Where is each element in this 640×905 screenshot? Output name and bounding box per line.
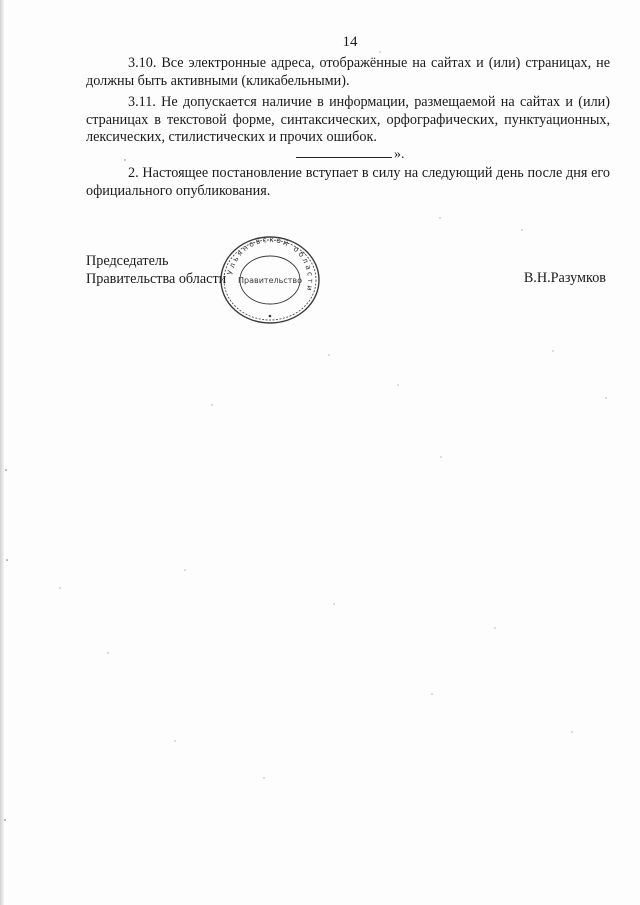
paragraph-3-10: 3.10. Все электронные адреса, отображённые на сайтах и (или) страницах, не должны быть активными (кликабельными). xyxy=(86,55,610,89)
seal-center-text: Правительство xyxy=(238,276,302,285)
page-number: 14 xyxy=(342,34,358,50)
signer-title-line2: Правительства области xyxy=(86,270,227,287)
signer-title-line1: Председатель xyxy=(86,253,169,269)
signer-name: В.Н.Разумков xyxy=(523,270,606,286)
decree-paragraph: 2. Настоящее постановление вступает в силу на следующий день после дня его официального опубликования. xyxy=(86,165,610,199)
closing-quote: ». xyxy=(394,147,405,162)
paragraph-3-11: 3.11. Не допускается наличие в информации, размещаемой на сайтах и (или) страницах в текстовой форме, синтаксических, орфографических, пунктуационных, лексических, стилистических и прочих ошибок. xyxy=(86,94,610,146)
seal-ring-text: Ульяновской области xyxy=(225,234,316,294)
